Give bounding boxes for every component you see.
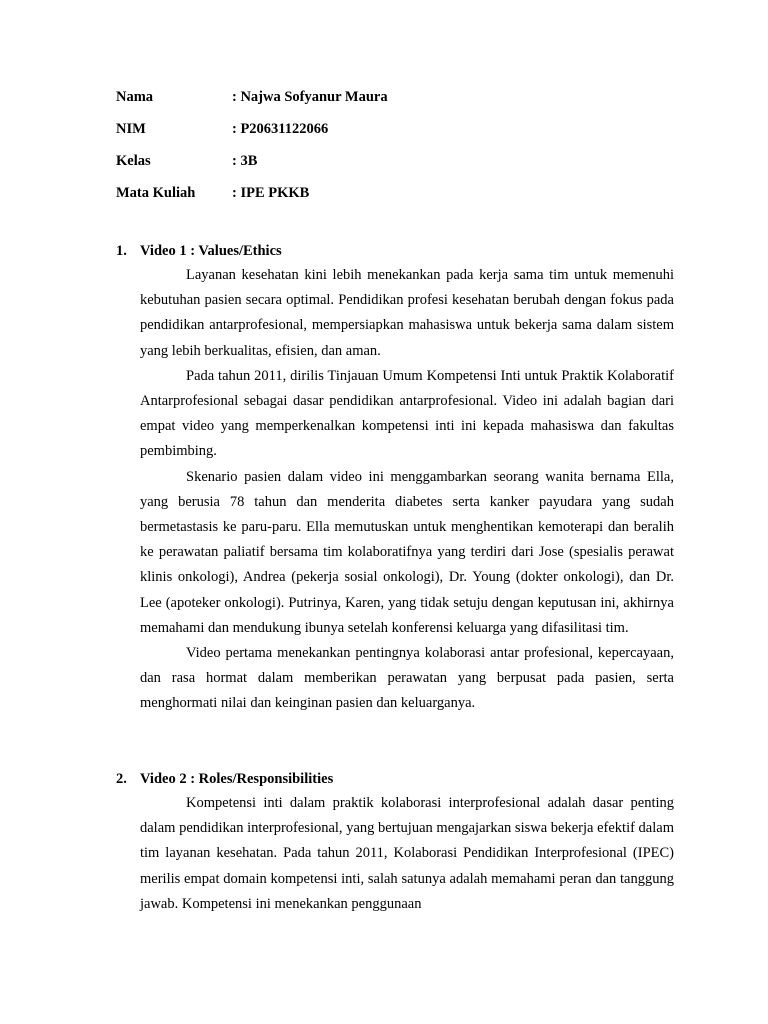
info-row-nim	[116, 120, 328, 138]
section-heading-video-2	[116, 770, 333, 788]
info-row-nama	[116, 88, 388, 106]
paragraph: Video pertama menekankan pentingnya kolaborasi antar profesional, kepercayaan, dan rasa hormat dalam memberikan perawatan yang berpusat pada pasien, serta menghormati nilai dan keinginan pasien dan keluarganya.	[140, 645, 674, 712]
paragraph: Skenario pasien dalam video ini menggambarkan seorang wanita bernama Ella, yang berusia 78 tahun dan menderita diabetes serta kanker payudara yang sudah bermetastasis ke paru-paru. Ella memutuskan untuk menghentikan kemoterapi dan beralih ke perawatan paliatif bersama tim kolaboratifnya yang terdiri dari Jose (spesialis perawat klinis onkologi), Andrea (pekerja sosial onkologi), Dr. Young (dokter onkologi), dan Dr. Lee (apoteker onkologi). Putrinya, Karen, yang tidak setuju dengan keputusan ini, akhirnya memahami dan mendukung ibunya setelah konferensi keluarga yang difasilitasi tim.	[140, 468, 674, 636]
info-label: Mata Kuliah	[116, 185, 196, 201]
info-label: Nama	[116, 89, 154, 105]
paragraph: Kompetensi inti dalam praktik kolaborasi interprofesional adalah dasar penting dalam pendidikan interprofesional, yang bertujuan mengajarkan siswa bekerja efektif dalam tim layanan kesehatan. Pada tahun 2011, Kolaborasi Pendidikan Interprofesional (IPEC) merilis empat domain kompetensi inti, salah satunya adalah memahami peran dan tanggung jawab. Kompetensi ini menekankan penggunaan	[140, 795, 674, 912]
paragraph: Layanan kesehatan kini lebih menekankan pada kerja sama tim untuk memenuhi kebutuhan pasien secara optimal. Pendidikan profesi kesehatan berubah dengan fokus pada pendidikan antarprofesional, mempersiapkan mahasiswa untuk bekerja sama dalam sistem yang lebih berkualitas, efisien, dan aman.	[140, 267, 674, 359]
section-number: 2.	[116, 771, 127, 787]
info-value: : 3B	[232, 153, 258, 169]
info-row-mata-kuliah	[116, 184, 309, 202]
section-title: Video 2 : Roles/Responsibilities	[140, 771, 334, 787]
section-body-video-2	[140, 791, 674, 917]
info-value: : P20631122066	[232, 121, 329, 137]
section-heading-video-1	[116, 242, 282, 260]
paragraph: Pada tahun 2011, dirilis Tinjauan Umum Kompetensi Inti untuk Praktik Kolaboratif Antarprofesional sebagai dasar pendidikan antarprofesional. Video ini adalah bagian dari empat video yang memperkenalkan kompetensi inti ini kepada mahasiswa dan fakultas pembimbing.	[140, 367, 674, 460]
section-title: Video 1 : Values/Ethics	[140, 243, 282, 259]
section-body-video-1	[140, 263, 674, 717]
info-label: NIM	[116, 121, 146, 137]
section-number: 1.	[116, 243, 127, 259]
info-value: : IPE PKKB	[232, 185, 310, 201]
info-row-kelas	[116, 152, 257, 170]
info-value: : Najwa Sofyanur Maura	[232, 89, 388, 105]
info-label: Kelas	[116, 153, 151, 169]
